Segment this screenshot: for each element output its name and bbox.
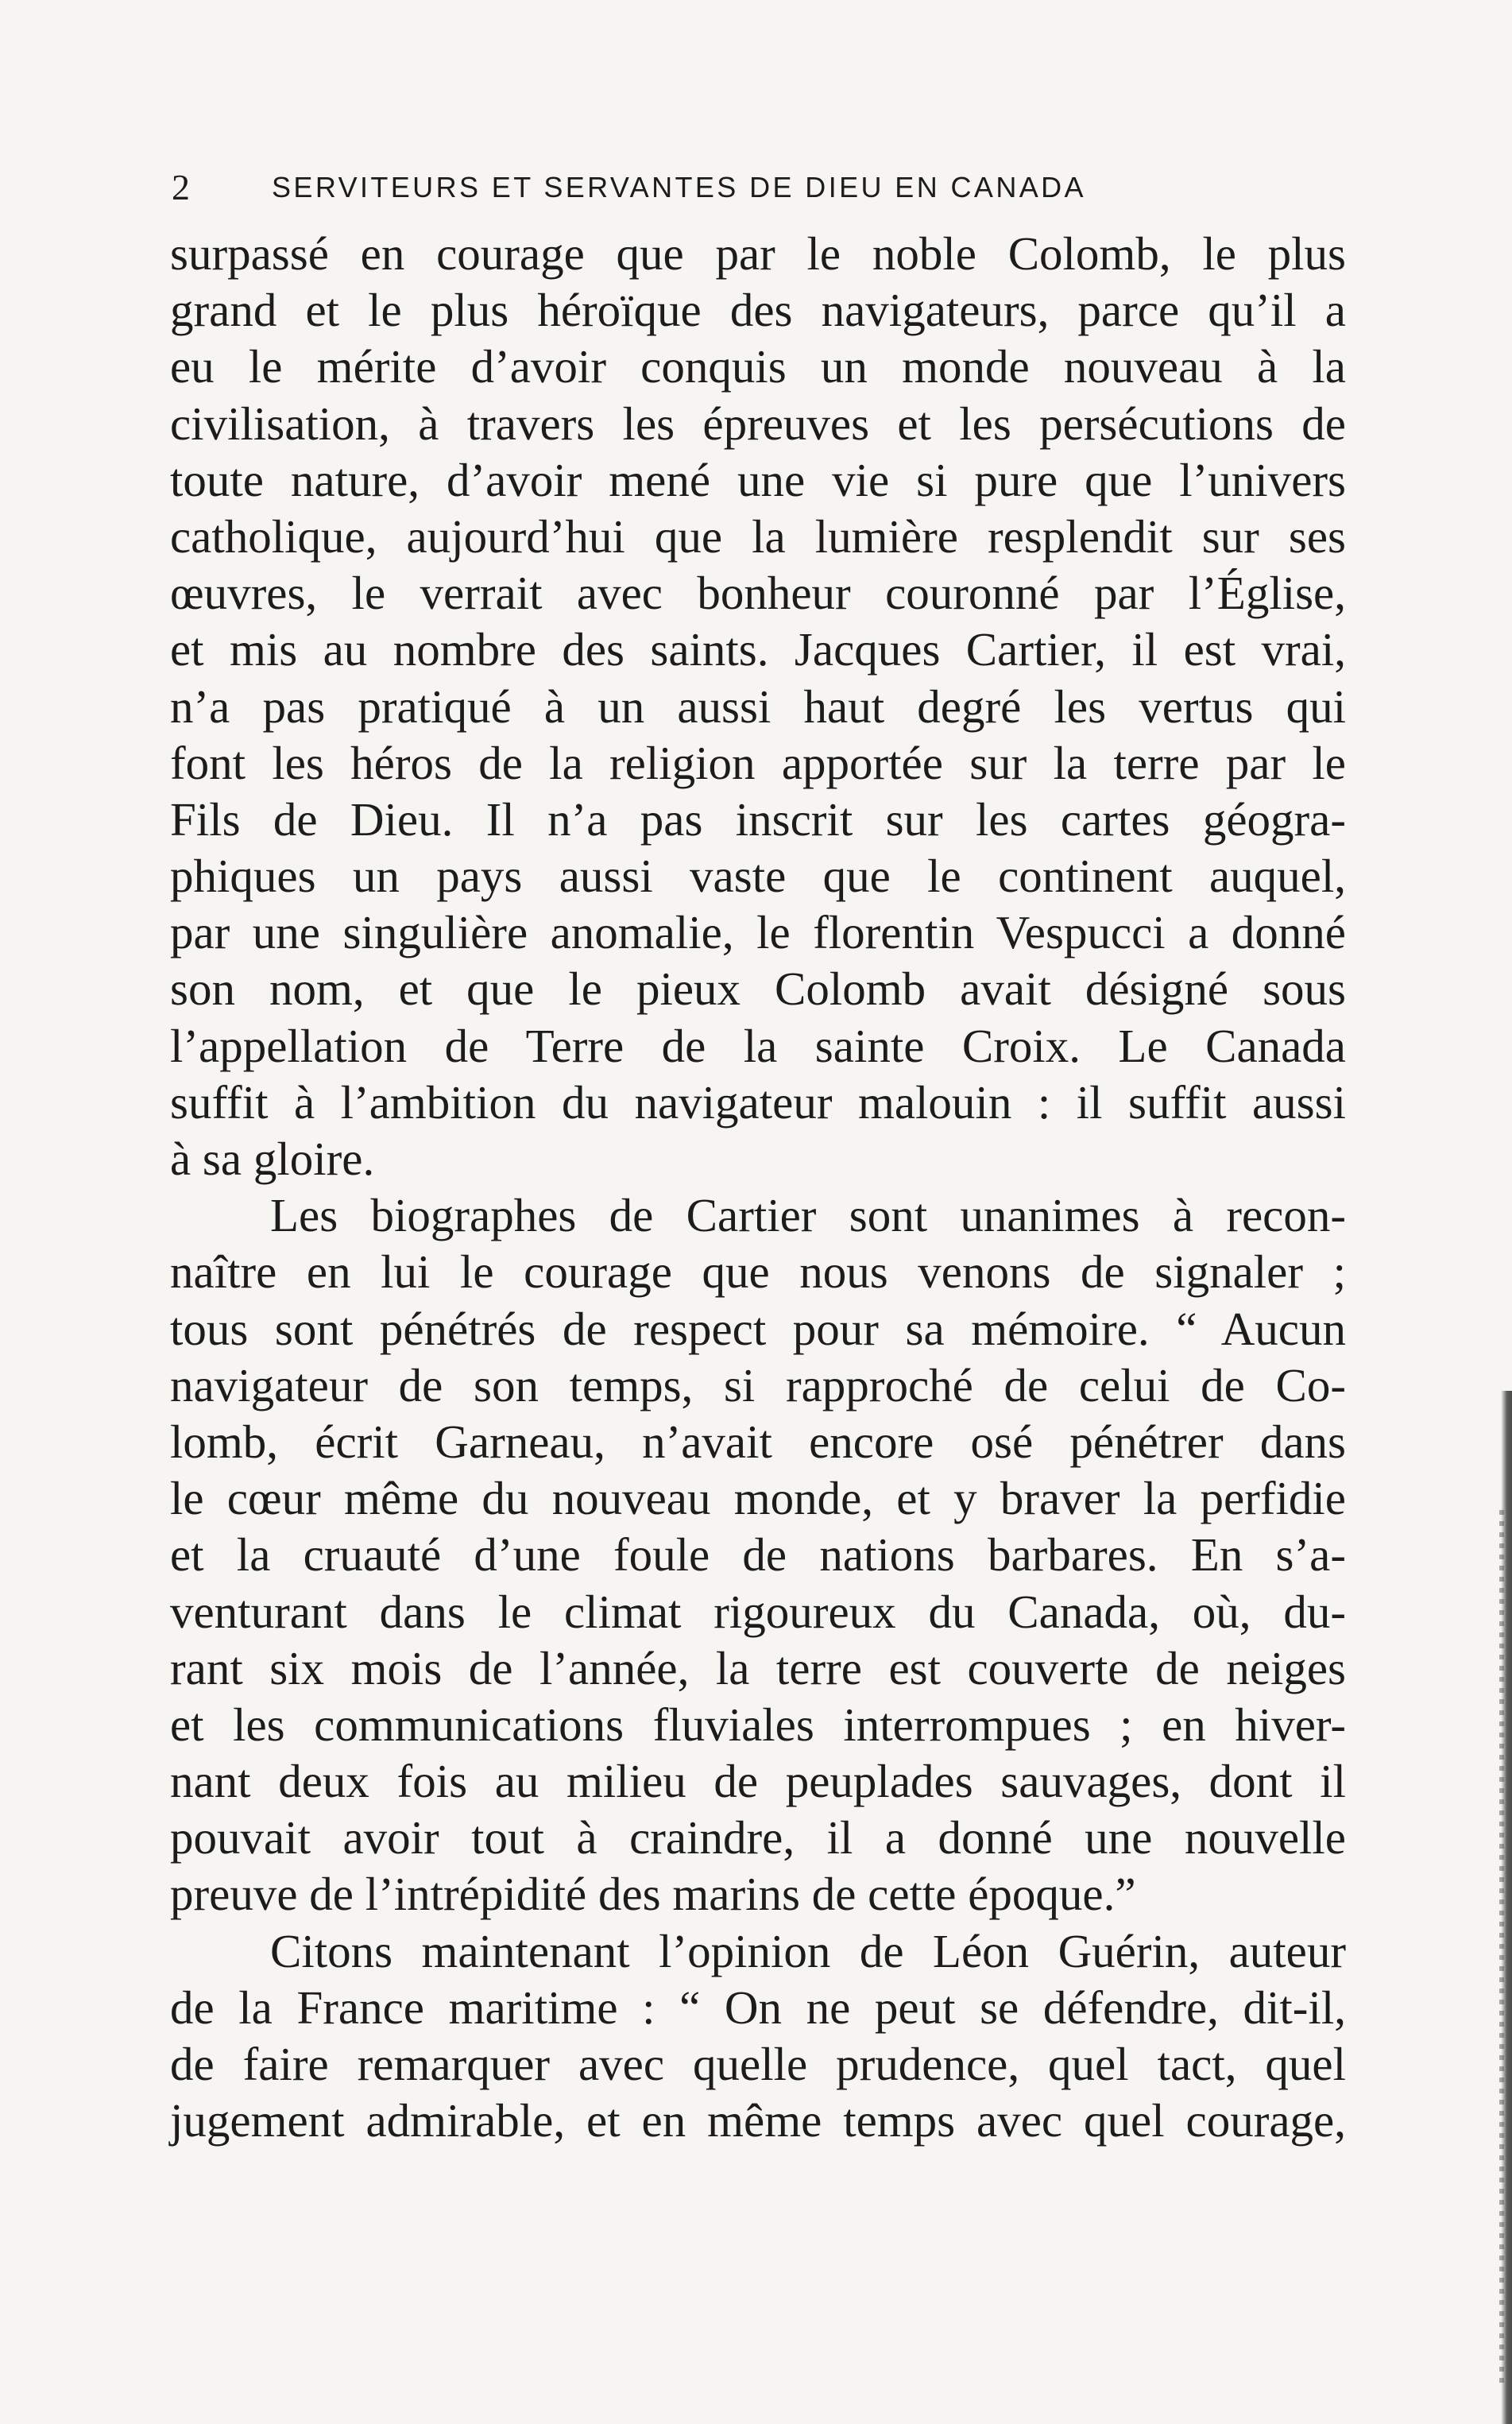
paragraph-start-line: Citons maintenant l’opinion de Léon Guérin, auteur <box>270 1924 1346 1977</box>
text-line: lomb, écrit Garneau, n’avait encore osé pénétrer dans <box>170 1415 1346 1468</box>
scan-edge-noise <box>1499 1510 1504 2384</box>
text-line: par une singulière anomalie, le florentin Vespucci a donné <box>170 906 1346 959</box>
text-line: œuvres, le verrait avec bonheur couronné par l’Église, <box>170 567 1346 620</box>
text-line: catholique, aujourd’hui que la lumière resplendit sur ses <box>170 509 1346 563</box>
text-line: rant six mois de l’année, la terre est couverte de neiges <box>170 1641 1346 1694</box>
text-line: surpassé en courage que par le noble Colomb, le plus <box>170 227 1346 280</box>
text-line: et les communications fluviales interrompues ; en hiver- <box>170 1698 1346 1751</box>
text-line: à sa gloire. <box>170 1133 375 1185</box>
body-text <box>170 226 1346 2149</box>
text-line: eu le mérite d’avoir conquis un monde nouveau à la <box>170 340 1346 393</box>
text-line: preuve de l’intrépidité des marins de cette époque.” <box>170 1868 1136 1921</box>
text-line: jugement admirable, et en même temps avec quel courage, <box>170 2094 1346 2147</box>
text-line: l’appellation de Terre de la sainte Croix. Le Canada <box>170 1019 1346 1072</box>
text-line: et mis au nombre des saints. Jacques Cartier, il est vrai, <box>170 623 1346 676</box>
text-line: tous sont pénétrés de respect pour sa mémoire. “ Aucun <box>170 1302 1346 1355</box>
text-line: pouvait avoir tout à craindre, il a donné une nouvelle <box>170 1811 1346 1864</box>
text-line: venturant dans le climat rigoureux du Canada, où, du- <box>170 1585 1346 1638</box>
text-line: toute nature, d’avoir mené une vie si pure que l’univers <box>170 453 1346 506</box>
page-header <box>172 164 1348 211</box>
text-line: le cœur même du nouveau monde, et y braver la perfidie <box>170 1472 1346 1525</box>
running-head: SERVITEURS ET SERVANTES DE DIEU EN CANADA <box>272 171 1086 203</box>
page-number: 2 <box>172 167 191 207</box>
text-line: phiques un pays aussi vaste que le continent auquel, <box>170 850 1346 903</box>
text-line: suffit à l’ambition du navigateur malouin : il suffit aussi <box>170 1075 1346 1129</box>
text-line: de faire remarquer avec quelle prudence, quel tact, quel <box>170 2038 1346 2090</box>
text-line: et la cruauté d’une foule de nations barbares. En s’a- <box>170 1528 1346 1582</box>
text-line: Fils de Dieu. Il n’a pas inscrit sur les cartes géogra- <box>170 792 1346 846</box>
paragraph-start-line: Les biographes de Cartier sont unanimes à recon- <box>270 1189 1346 1242</box>
text-line: de la France maritime : “ On ne peut se défendre, dit-il, <box>170 1981 1346 2034</box>
text-line: naître en lui le courage que nous venons de signaler ; <box>170 1245 1346 1299</box>
text-line: son nom, et que le pieux Colomb avait désigné sous <box>170 962 1346 1016</box>
text-line: civilisation, à travers les épreuves et les persécutions de <box>170 397 1346 450</box>
text-line: nant deux fois au milieu de peuplades sauvages, dont il <box>170 1755 1346 1808</box>
text-line: grand et le plus héroïque des navigateurs, parce qu’il a <box>170 284 1346 337</box>
text-line: n’a pas pratiqué à un aussi haut degré les vertus qui <box>170 680 1346 733</box>
text-line: navigateur de son temps, si rapproché de celui de Co- <box>170 1358 1346 1411</box>
text-line: font les héros de la religion apportée sur la terre par le <box>170 736 1346 789</box>
